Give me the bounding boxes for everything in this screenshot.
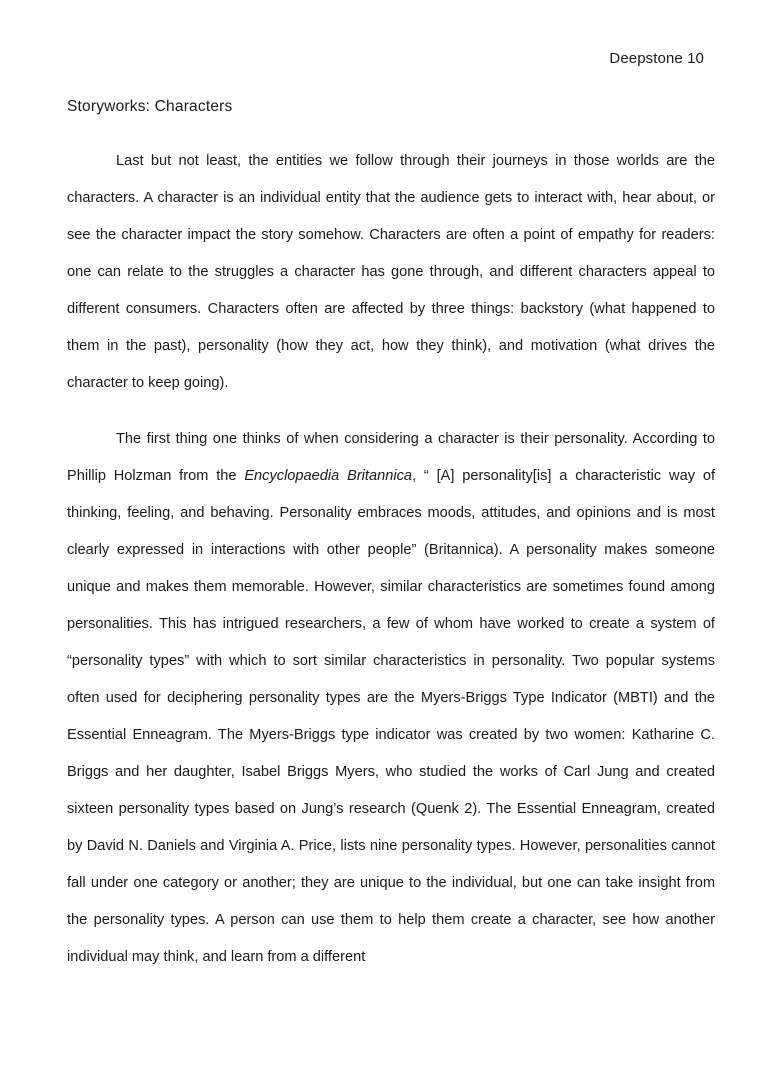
encyclopaedia-title: Encyclopaedia Britannica [244,468,412,484]
running-head: Deepstone 10 [609,50,704,67]
paragraph-2-text-start: The first thing one thinks of when considering a character is their personality. According to Phillip Holzman from the [67,431,715,484]
paragraph-2 [67,421,715,976]
document-title: Storyworks: Characters [67,98,233,115]
paragraph-2-text-rest: , “ [A] personality[is] a characteristic way of thinking, feeling, and behaving. Personality embraces moods, attitudes, and opinions and is most clearly expressed in interactions with other people” (Britannica). A personality makes someone unique and makes them memorable. However, similar characteristics are sometimes found among personalities. This has intrigued researchers, a few of whom have worked to create a system of “personality types” with which to sort similar characteristics in personality. Two popular systems often used for deciphering personality types are the Myers-Briggs Type Indicator (MBTI) and the Essential Enneagram. The Myers-Briggs type indicator was created by two women: Katharine C. Briggs and her daughter, Isabel Briggs Myers, who studied the works of Carl Jung and created sixteen personality types based on Jung’s research (Quenk 2). The Essential Enneagram, created by David N. Daniels and Virginia A. Price, lists nine personality types. However, personalities cannot fall under one category or another; they are unique to the individual, but one can take insight from the personality types. A person can use them to help them create a character, see how another individual may think, and learn from a different [67,468,715,965]
paragraph-1: Last but not least, the entities we follow through their journeys in those worlds are the characters. A character is an individual entity that the audience gets to interact with, hear about, or see the character impact the story somehow. Characters are often a point of empathy for readers: one can relate to the struggles a character has gone through, and different characters appeal to different consumers. Characters often are affected by three things: backstory (what happened to them in the past), personality (how they act, how they think), and motivation (what drives the character to keep going). [67,153,715,391]
